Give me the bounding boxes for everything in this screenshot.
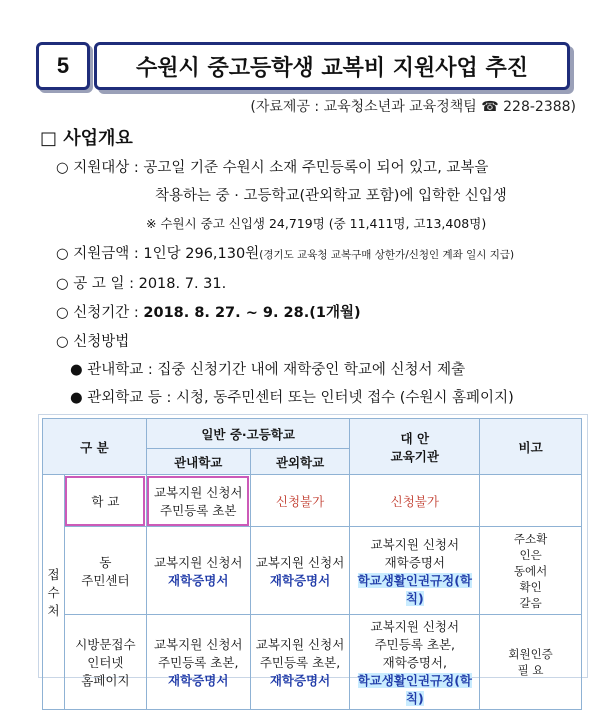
- row-online-in-a: 교복지원 신청서 주민등록 초본,: [153, 637, 243, 670]
- row-online-out: [250, 615, 350, 710]
- header-alternative: 대 안 교육기관: [350, 419, 480, 475]
- row-online-note: 회원인증 필 요: [480, 615, 582, 710]
- target-text-2: 착용하는 중 · 고등학교(관외학교 포함)에 입학한 신입생: [155, 188, 507, 204]
- row-center-out-b: 재학증명서: [269, 572, 331, 588]
- row-online-label: 시방문접수 인터넷 홈페이지: [64, 615, 146, 710]
- row-online-alt: [350, 615, 480, 710]
- section-heading: □ 사업개요: [40, 128, 133, 149]
- notice-value: 2018. 7. 31.: [138, 276, 227, 292]
- row-center-alt: [350, 527, 480, 615]
- row-center-label: 동 주민센터: [64, 527, 146, 615]
- application-table: [42, 418, 582, 710]
- period-row: [56, 301, 361, 322]
- notice-row: [56, 272, 226, 293]
- amount-note: (경기도 교육청 교복구매 상한가/신청인 계좌 일시 지급): [259, 249, 515, 261]
- amount-row: [56, 242, 514, 263]
- section-number: 5: [36, 42, 90, 90]
- header-in-district: 관내학교: [146, 449, 250, 475]
- period-label: ○ 신청기간 :: [56, 305, 139, 321]
- header-category: 구 분: [43, 419, 147, 475]
- row-center-note: 주소확 인은 동에서 확인 갈음: [480, 527, 582, 615]
- row-online-out-b: 재학증명서: [269, 673, 331, 688]
- table-row: [43, 475, 582, 527]
- title-bar: [36, 38, 576, 94]
- row-center-in-b: 재학증명서: [168, 572, 229, 588]
- row-online-alt-a: 교복지원 신청서 주민등록 초본, 재학증명서,: [370, 619, 460, 670]
- side-label: 접 수 처: [43, 475, 65, 710]
- row-online-alt-b: 학교생활인권규정(학칙): [357, 673, 472, 706]
- row-school-alt: 신청불가: [350, 475, 480, 527]
- row-center-out-a: 교복지원 신청서: [255, 554, 345, 570]
- table-row: [43, 527, 582, 615]
- amount-value: 1인당 296,130원: [143, 246, 260, 262]
- notice-label: ○ 공 고 일 :: [56, 276, 134, 292]
- row-school-out: 신청불가: [250, 475, 350, 527]
- header-general: 일반 중·고등학교: [146, 419, 350, 449]
- row-center-alt-a: 교복지원 신청서 재학증명서: [370, 536, 460, 570]
- target-row: [56, 156, 488, 177]
- row-online-in: [146, 615, 250, 710]
- method-2: ● 관외학교 등 : 시청, 동주민센터 또는 인터넷 접수 (수원시 홈페이지): [70, 390, 514, 406]
- row-school-note: [480, 475, 582, 527]
- row-school-label: 학 교: [64, 475, 146, 527]
- target-label: ○ 지원대상 :: [56, 160, 139, 176]
- row-online-out-a: 교복지원 신청서 주민등록 초본,: [255, 637, 345, 670]
- source-info: (자료제공 : 교육청소년과 교육정책팀 ☎ 228-2388): [250, 99, 576, 115]
- row-center-in-a: 교복지원 신청서: [153, 554, 243, 570]
- header-note: 비고: [480, 419, 582, 475]
- period-value: 2018. 8. 27. ~ 9. 28.(1개월): [143, 305, 361, 321]
- page-title: 수원시 중고등학생 교복비 지원사업 추진: [94, 42, 570, 90]
- method-label: ○ 신청방법: [56, 334, 130, 350]
- target-text-1: 공고일 기준 수원시 소재 주민등록이 되어 있고, 교복을: [143, 160, 489, 176]
- row-school-in: 교복지원 신청서 주민등록 초본: [146, 475, 250, 527]
- amount-label: ○ 지원금액 :: [56, 246, 139, 262]
- table-row: [43, 615, 582, 710]
- method-1: ● 관내학교 : 집중 신청기간 내에 재학중인 학교에 신청서 제출: [70, 362, 466, 378]
- row-center-in: [146, 527, 250, 615]
- target-note: ※ 수원시 중고 신입생 24,719명 (중 11,411명, 고13,408명): [146, 216, 487, 231]
- row-online-in-b: 재학증명서: [168, 673, 229, 688]
- header-out-district: 관외학교: [250, 449, 350, 475]
- row-center-alt-b: 학교생활인권규정(학칙): [357, 572, 472, 606]
- row-center-out: [250, 527, 350, 615]
